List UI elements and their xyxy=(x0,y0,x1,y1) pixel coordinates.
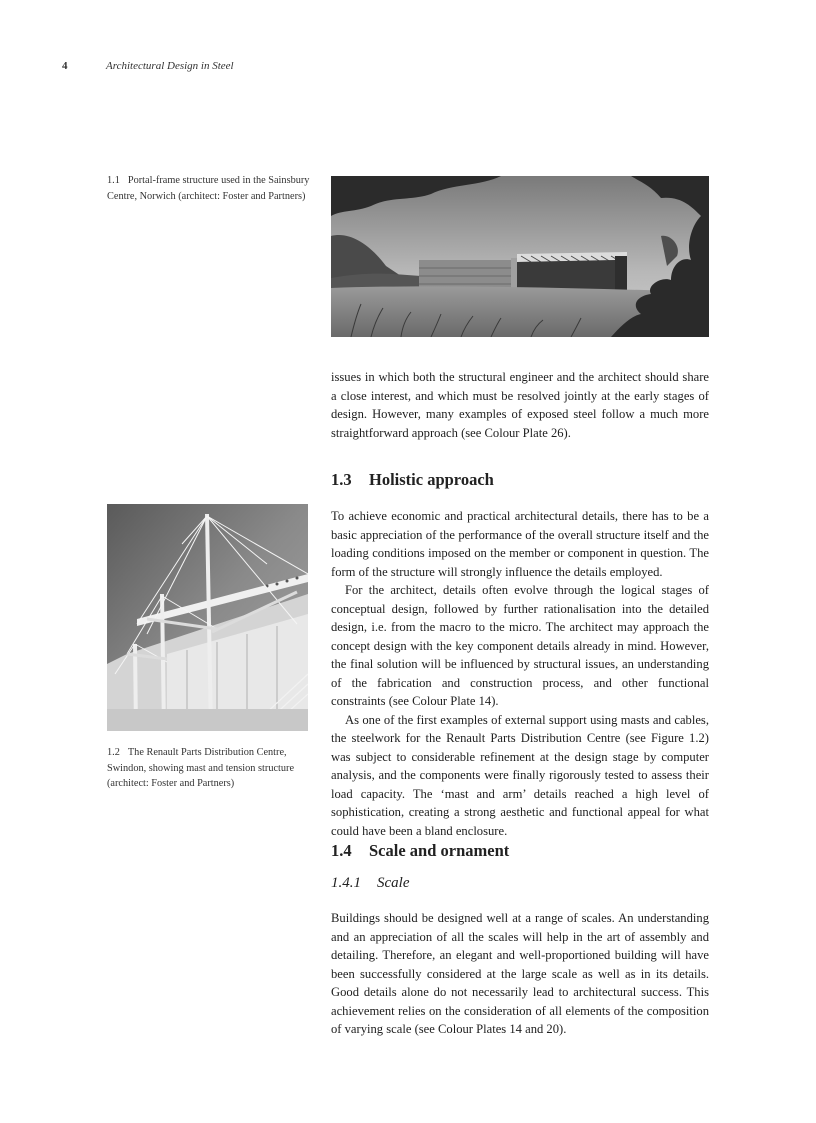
figure-1-1-photo xyxy=(331,176,709,337)
figure-1-1-caption xyxy=(107,173,317,204)
subsection-title: Scale xyxy=(377,875,410,891)
section-number: 1.4 xyxy=(331,841,352,860)
section-title: Scale and ornament xyxy=(369,841,510,860)
figure-number: 1.2 xyxy=(107,747,120,758)
paragraph: For the architect, details often evolve through the logical stages of conceptual design, followed by further rationalisation into the detailed design, i.e. from the macro to the micro. The architect may approach the concept design with the key component details already in mind. However, the final solution will be influenced by structural issues, an understanding of the fabrication and construction process, and other functional constraints (see Colour Plate 14). xyxy=(331,583,709,708)
figure-1-2-caption xyxy=(107,745,307,792)
figure-1-2-photo xyxy=(107,504,308,731)
page-number: 4 xyxy=(62,60,68,72)
running-title: Architectural Design in Steel xyxy=(106,60,234,72)
figure-caption-text: Portal-frame structure used in the Sainsbury Centre, Norwich (architect: Foster and Partners) xyxy=(107,175,310,202)
subsection-1-4-1-heading xyxy=(331,875,409,892)
section-title: Holistic approach xyxy=(369,470,494,489)
running-header xyxy=(62,60,234,72)
subsection-number: 1.4.1 xyxy=(331,875,361,891)
figure-number: 1.1 xyxy=(107,175,120,186)
section-1-4-body xyxy=(331,909,709,1039)
figure-caption-text: The Renault Parts Distribution Centre, Swindon, showing mast and tension structure (architect: Foster and Partners) xyxy=(107,747,295,789)
intro-paragraph-block xyxy=(331,368,709,442)
intro-paragraph: issues in which both the structural engineer and the architect should share a close interest, and which must be resolved jointly at the early stages of design. However, many examples of exposed steel follow a much more straightforward approach (see Colour Plate 26). xyxy=(331,370,709,440)
paragraph: To achieve economic and practical architectural details, there has to be a basic appreciation of the performance of the overall structure itself and the loading conditions imposed on the member or component in question. The form of the structure will strongly influence the details employed. xyxy=(331,509,709,579)
paragraph: As one of the first examples of external support using masts and cables, the steelwork for the Renault Parts Distribution Centre (see Figure 1.2) was subject to considerable refinement at the design stage by computer analysis, and the components were finally rigorously tested to assess their load capacity. The ‘mast and arm’ details reached a high level of sophistication, creating a strong aesthetic and functional appeal for what could have been a bland enclosure. xyxy=(331,712,709,838)
section-1-4-heading xyxy=(331,841,509,861)
section-1-3-body xyxy=(331,507,709,840)
paragraph: Buildings should be designed well at a range of scales. An understanding and an appreciation of all the scales will help in the art of assembly and detailing. Therefore, an elegant and well-proportioned building will have been successfully considered at the large scale as well as in its details. Good details alone do not necessarily lead to architectural success. This achievement relies on the consideration of all elements of the composition of varying scale (see Colour Plates 14 and 20). xyxy=(331,911,709,1036)
section-number: 1.3 xyxy=(331,470,352,489)
section-1-3-heading xyxy=(331,470,494,490)
